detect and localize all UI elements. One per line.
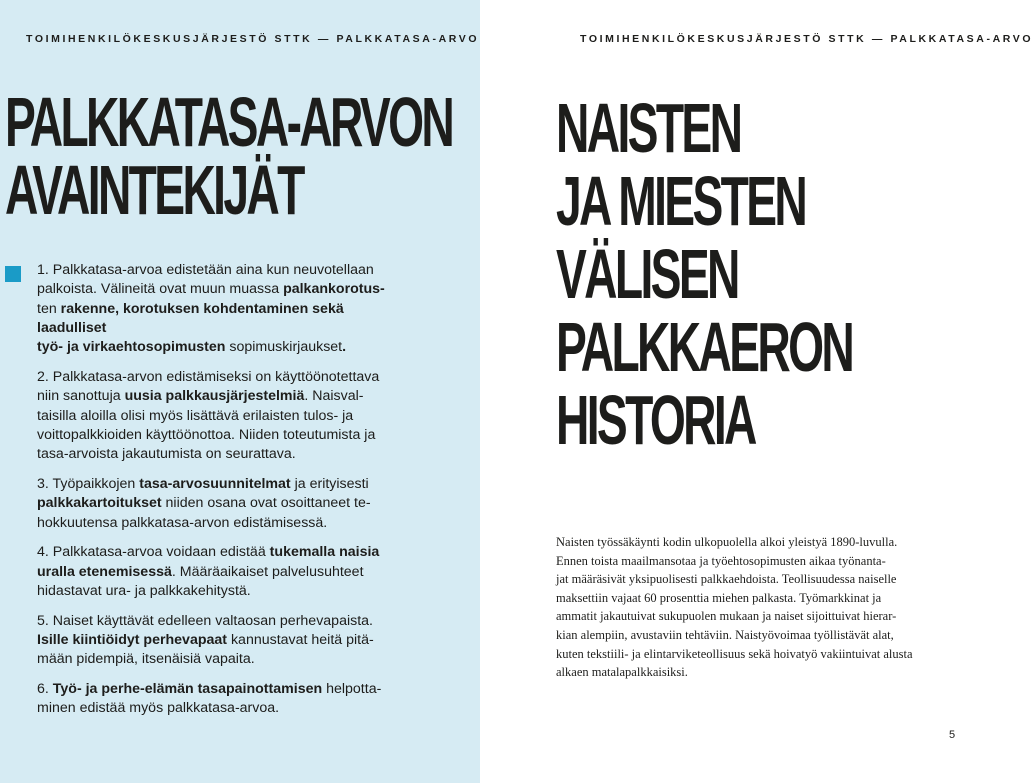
key-factors-list bbox=[37, 261, 402, 729]
list-item-text: 5. Naiset käyttävät edelleen valtaosan perhevapaista. Isille kiintiöidyt perhevapaat kannustavat heitä pitä- mään pidempiä, itsenäisiä vapaita. bbox=[37, 612, 374, 668]
page-title bbox=[5, 83, 453, 229]
list-item-text: 2. Palkkatasa-arvon edistämiseksi on käyttöönotettava niin sanottuja uusia palkkausjärjestelmiä. Naisval- taisilla aloilla olisi myös lisättävä erilaisten tulos- ja voittopalkkioiden käyttöönottoa. Niiden toteutumista ja tasa-arvoista jakautumista on seurattava. bbox=[37, 368, 380, 463]
running-header: TOIMIHENKILÖKESKUSJÄRJESTÖ STTK — PALKKATASA-ARVO bbox=[26, 33, 480, 45]
body-line: alkaen matalapalkkaisiksi. bbox=[556, 665, 688, 680]
body-line: Ennen toista maailmansotaa ja työehtosopimusten aikaa työnanta- bbox=[556, 553, 886, 568]
list-item bbox=[37, 475, 402, 533]
title-line: PALKKAERON bbox=[556, 308, 853, 386]
body-line: ammatit jakautuivat sukupuolen mukaan ja naiset sijoittuivat hierar- bbox=[556, 609, 897, 624]
running-header: TOIMIHENKILÖKESKUSJÄRJESTÖ STTK — PALKKATASA-ARVO bbox=[580, 33, 1033, 45]
left-page bbox=[0, 0, 480, 783]
body-line: kian alempiin, avustaviin tehtäviin. Naistyövoimaa työllistävät alat, bbox=[556, 627, 894, 642]
body-line: jat määräsivät yksipuolisesti palkkaehdoista. Teollisuudessa naiselle bbox=[556, 572, 897, 587]
list-item-text: 3. Työpaikkojen tasa-arvosuunnitelmat ja erityisesti palkkakartoitukset niiden osana ovat osoittaneet te- hokkuutensa palkkatasa-arvon edistämisessä. bbox=[37, 475, 371, 531]
list-item-text: 4. Palkkatasa-arvoa voidaan edistää tukemalla naisia uralla etenemisessä. Määräaikaiset palvelusuhteet hidastavat ura- ja palkkakehitystä. bbox=[37, 544, 380, 599]
list-item bbox=[37, 680, 402, 719]
list-item bbox=[37, 543, 402, 601]
right-page bbox=[480, 0, 1033, 783]
history-body-text bbox=[556, 533, 960, 682]
body-line: Naisten työssäkäynti kodin ulkopuolella alkoi yleistyä 1890-luvulla. bbox=[556, 535, 898, 549]
list-item-text: 1. Palkkatasa-arvoa edistetään aina kun neuvotellaan palkoista. Välineitä ovat muun muassa palkankorotus- ten rakenne, korotuksen kohdentaminen sekä laadulliset työ- ja virkaehtosopimusten sopimuskirjaukset. bbox=[37, 262, 385, 356]
title-line: NAISTEN bbox=[556, 89, 741, 167]
body-line: kuten tekstiili- ja elintarviketeollisuus sekä hoivatyö vakiintuivat alusta bbox=[556, 646, 913, 661]
title-line: PALKKATASA-ARVON bbox=[5, 83, 453, 161]
title-line: AVAINTEKIJÄT bbox=[5, 151, 303, 229]
square-marker-icon bbox=[5, 266, 21, 282]
list-item bbox=[37, 261, 402, 357]
page-number: 5 bbox=[949, 729, 956, 741]
page-title bbox=[556, 89, 853, 459]
list-item bbox=[37, 368, 402, 464]
title-line: JA MIESTEN bbox=[556, 162, 806, 240]
title-line: HISTORIA bbox=[556, 381, 755, 459]
body-line: maksettiin vajaat 60 prosenttia miehen palkasta. Työmarkkinat ja bbox=[556, 590, 882, 605]
list-item-text: 6. Työ- ja perhe-elämän tasapainottamisen helpotta- minen edistää myös palkkatasa-arvoa. bbox=[37, 681, 382, 717]
list-item bbox=[37, 612, 402, 670]
title-line: VÄLISEN bbox=[556, 235, 738, 313]
